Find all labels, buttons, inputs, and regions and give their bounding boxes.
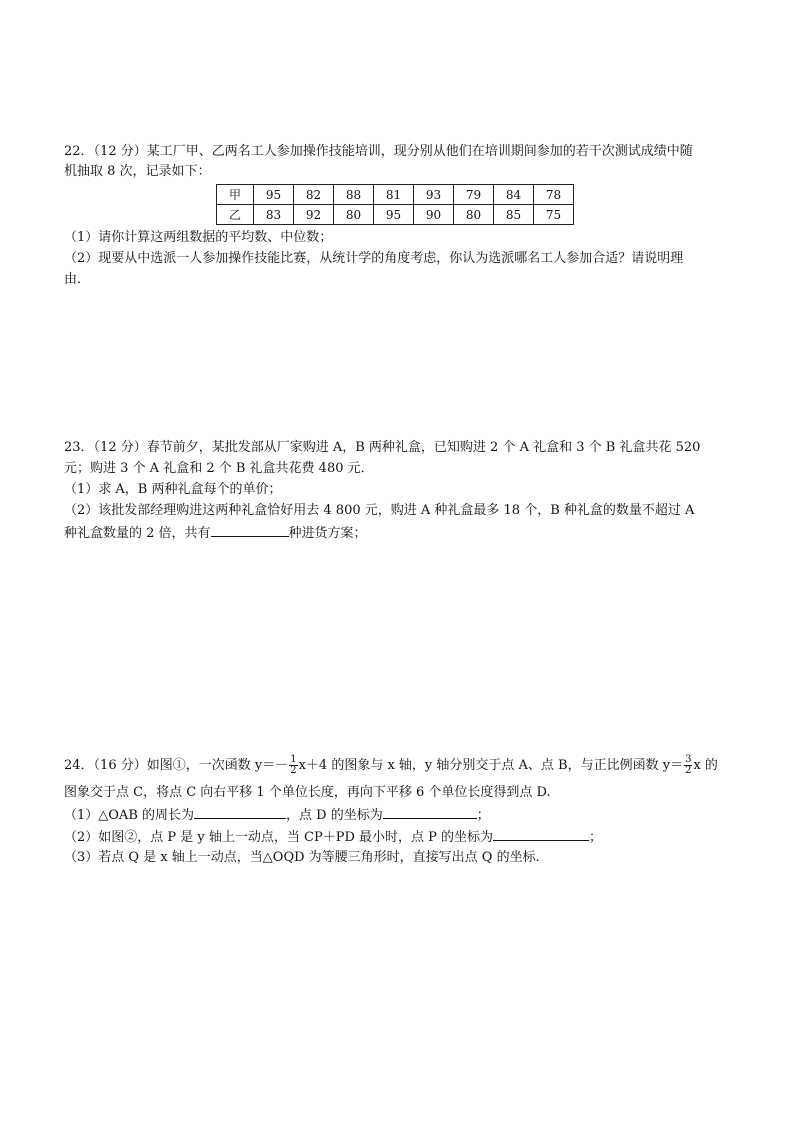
q22-line2: 机抽取 8 次，记录如下： [64,164,211,179]
q24-part3: （3）若点 Q 是 x 轴上一动点，当△OQD 为等腰三角形时，直接写出点 Q 的坐标． [64,850,549,865]
q24-line1 [64,755,718,776]
q23-part2b-post: 种进货方案； [288,526,367,541]
q23-line2: 元；购进 3 个 A 礼盒和 2 个 B 礼盒共花费 480 元． [64,461,374,476]
q22-score-table [216,184,574,225]
table-cell: 79 [454,185,494,205]
q23-part2a: （2）该批发部经理购进这两种礼盒恰好用去 4 800 元，购进 A 种礼盒最多 18 个，B 种礼盒的数量不超过 A [64,503,695,518]
answer-blank[interactable] [383,804,477,819]
fraction-numerator: 3 [685,754,692,765]
table-row [217,185,574,205]
q23-part2b-pre: 种礼盒数量的 2 倍，共有 [64,526,211,541]
table-cell: 95 [374,205,414,225]
fraction-three-halves [684,755,692,776]
answer-blank[interactable] [211,522,289,537]
table-cell: 92 [294,205,334,225]
q24-line1-c: x 的 [693,758,718,773]
fraction-denominator: 2 [290,765,297,776]
fraction-denominator: 2 [685,765,692,776]
table-cell: 85 [494,205,534,225]
table-cell: 81 [374,185,414,205]
q22-line1: 22．（12 分）某工厂甲、乙两名工人参加操作技能培训，现分别从他们在培训期间参加的若干次测试成绩中随 [64,144,693,159]
q24-part2 [64,826,602,848]
table-cell: 88 [334,185,374,205]
table-cell: 80 [334,205,374,225]
q22-part2a: （2）现要从中选派一人参加操作技能比赛，从统计学的角度考虑，你认为选派哪名工人参加合适？请说明理 [64,251,684,266]
q22-part1: （1）请你计算这两组数据的平均数、中位数； [64,230,333,245]
q24-line1-a: 24．（16 分）如图①，一次函数 y＝－ [64,758,289,773]
q23-line1: 23．（12 分）春节前夕，某批发部从厂家购进 A，B 两种礼盒，已知购进 2 个 A 礼盒和 3 个 B 礼盒共花 520 [64,440,701,455]
answer-blank[interactable] [493,826,589,841]
q24-part1-a: （1）△OAB 的周长为 [64,808,195,823]
table-cell: 80 [454,205,494,225]
q23-part2b [64,522,367,544]
q24-line2: 图象交于点 C，将点 C 向右平移 1 个单位长度，再向下平移 6 个单位长度得到点 D. [64,785,551,800]
q24-part2-b: ； [589,830,603,845]
table-cell: 78 [534,185,574,205]
fraction-one-half [289,755,297,776]
table-cell: 乙 [217,205,254,225]
q22-part2b: 由． [64,272,91,287]
table-cell: 84 [494,185,534,205]
table-cell: 93 [414,185,454,205]
q24-part2-a: （2）如图②，点 P 是 y 轴上一动点，当 CP＋PD 最小时，点 P 的坐标为 [64,830,494,845]
table-cell: 95 [254,185,294,205]
q24-part1-c: ； [476,808,490,823]
q23-part1: （1）求 A，B 两种礼盒每个的单价； [64,482,282,497]
q24-line1-b: x＋4 的图象与 x 轴，y 轴分别交于点 A、点 B，与正比例函数 y＝ [298,758,684,773]
fraction-numerator: 1 [290,754,297,765]
q24-part1 [64,804,490,826]
answer-blank[interactable] [194,804,286,819]
table-cell: 75 [534,205,574,225]
table-row [217,205,574,225]
table-cell: 甲 [217,185,254,205]
table-cell: 82 [294,185,334,205]
table-cell: 90 [414,205,454,225]
q24-part1-b: ，点 D 的坐标为 [286,808,383,823]
table-cell: 83 [254,205,294,225]
